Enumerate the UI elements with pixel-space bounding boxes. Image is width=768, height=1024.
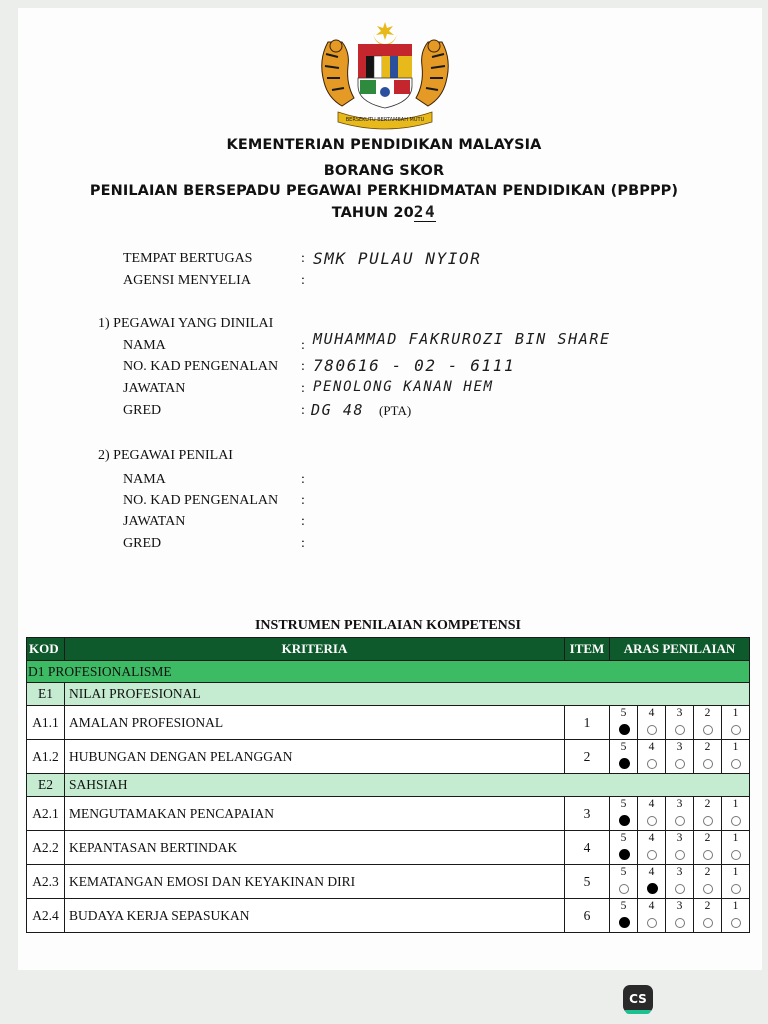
radio-empty[interactable] — [675, 884, 685, 894]
radio-empty[interactable] — [647, 850, 657, 860]
instrument-title: INSTRUMEN PENILAIAN KOMPETENSI — [254, 618, 522, 633]
rating-value: 4 — [648, 866, 655, 878]
domain-label: D1 PROFESIONALISME — [27, 661, 750, 683]
rating-value: 2 — [704, 866, 711, 878]
rating-value: 3 — [676, 866, 683, 878]
agensi-label: AGENSI MENYELIA — [123, 273, 251, 288]
rating-option[interactable] — [610, 797, 637, 830]
rating-option[interactable] — [721, 740, 749, 773]
item-number: 2 — [565, 740, 610, 774]
rating-value: 4 — [648, 707, 655, 719]
rating-value: 1 — [732, 900, 739, 912]
element-name: NILAI PROFESIONAL — [65, 683, 750, 706]
competency-table — [26, 637, 750, 933]
radio-empty[interactable] — [703, 759, 713, 769]
radio-empty[interactable] — [675, 759, 685, 769]
element-row — [27, 774, 750, 797]
item-kod: A1.2 — [27, 740, 65, 774]
rating-value: 5 — [620, 866, 627, 878]
rating-option[interactable] — [693, 899, 721, 932]
section-penilai: 2) PEGAWAI PENILAI — [98, 448, 233, 463]
rating-option[interactable] — [665, 740, 693, 773]
rating-value: 1 — [732, 866, 739, 878]
radio-empty[interactable] — [647, 918, 657, 928]
rating-option[interactable] — [693, 740, 721, 773]
radio-empty[interactable] — [675, 816, 685, 826]
item-kod: A2.4 — [27, 899, 65, 933]
table-row — [27, 831, 750, 865]
rating-value: 5 — [620, 741, 627, 753]
colon: : — [301, 359, 305, 374]
radio-selected[interactable] — [619, 724, 630, 735]
radio-empty[interactable] — [647, 759, 657, 769]
col-kriteria: KRITERIA — [65, 638, 565, 661]
rating-value: 5 — [620, 832, 627, 844]
rating-value: 4 — [648, 741, 655, 753]
rating-option[interactable] — [610, 706, 637, 739]
crest-motto: BERSEKUTU BERTAMBAH MUTU — [345, 117, 425, 123]
rating-option[interactable] — [665, 797, 693, 830]
element-row — [27, 683, 750, 706]
jawatan-label: JAWATAN — [123, 381, 186, 396]
rating-option[interactable] — [665, 706, 693, 739]
aras-cell — [610, 740, 750, 774]
colon: : — [301, 403, 305, 418]
kad-value: 780616 - 02 - 6111 — [313, 356, 516, 375]
rating-group — [610, 899, 749, 932]
radio-empty[interactable] — [731, 759, 741, 769]
rating-value: 5 — [620, 707, 627, 719]
year-handwritten: 24 — [413, 202, 437, 221]
gred-label: GRED — [123, 403, 162, 418]
item-kriteria: MENGUTAMAKAN PENCAPAIAN — [65, 797, 565, 831]
item-kod: A2.1 — [27, 797, 65, 831]
radio-selected[interactable] — [619, 758, 630, 769]
colon: : — [301, 381, 305, 396]
rating-option[interactable] — [693, 831, 721, 864]
form-title: BORANG SKOR — [323, 163, 445, 179]
competency-table-body — [27, 638, 750, 933]
kad-label: NO. KAD PENGENALAN — [123, 359, 279, 374]
item-kriteria: BUDAYA KERJA SEPASUKAN — [65, 899, 565, 933]
rating-value: 3 — [676, 741, 683, 753]
item-kod: A2.2 — [27, 831, 65, 865]
radio-empty[interactable] — [703, 725, 713, 735]
radio-empty[interactable] — [675, 918, 685, 928]
item-kod: A1.1 — [27, 706, 65, 740]
rating-option[interactable] — [637, 797, 665, 830]
table-row — [27, 865, 750, 899]
radio-selected[interactable] — [619, 815, 630, 826]
radio-empty[interactable] — [731, 816, 741, 826]
colon: : — [301, 273, 305, 288]
nama-label: NAMA — [123, 338, 166, 353]
rating-value: 4 — [648, 900, 655, 912]
item-kriteria: AMALAN PROFESIONAL — [65, 706, 565, 740]
gred-value: DG 48 — [311, 401, 365, 419]
element-code: E2 — [27, 774, 65, 797]
radio-empty[interactable] — [731, 725, 741, 735]
rating-group — [610, 740, 749, 773]
item-number: 1 — [565, 706, 610, 740]
rating-option[interactable] — [693, 797, 721, 830]
year-label: TAHUN 20 — [331, 205, 414, 221]
element-name: SAHSIAH — [65, 774, 750, 797]
radio-empty[interactable] — [731, 884, 741, 894]
rating-option[interactable] — [637, 740, 665, 773]
table-row — [27, 797, 750, 831]
rating-value: 2 — [704, 798, 711, 810]
rating-option[interactable] — [721, 831, 749, 864]
rating-option[interactable] — [693, 865, 721, 898]
radio-selected[interactable] — [619, 849, 630, 860]
radio-empty[interactable] — [647, 816, 657, 826]
radio-empty[interactable] — [619, 884, 629, 894]
rating-value: 2 — [704, 900, 711, 912]
rating-option[interactable] — [610, 831, 637, 864]
camscanner-logo: CS — [623, 985, 653, 1013]
radio-empty[interactable] — [647, 725, 657, 735]
rating-group — [610, 706, 749, 739]
penilai-kad-label: NO. KAD PENGENALAN — [123, 493, 279, 508]
colon: : — [301, 472, 305, 487]
colon: : — [301, 251, 305, 266]
rating-option[interactable] — [665, 831, 693, 864]
radio-empty[interactable] — [703, 918, 713, 928]
col-aras: ARAS PENILAIAN — [610, 638, 750, 661]
radio-empty[interactable] — [703, 884, 713, 894]
rating-option[interactable] — [637, 706, 665, 739]
ministry-title: KEMENTERIAN PENDIDIKAN MALAYSIA — [226, 137, 542, 153]
rating-option[interactable] — [721, 797, 749, 830]
item-kod: A2.3 — [27, 865, 65, 899]
rating-value: 4 — [648, 832, 655, 844]
radio-empty[interactable] — [703, 850, 713, 860]
rating-value: 1 — [732, 741, 739, 753]
rating-value: 2 — [704, 707, 711, 719]
rating-option[interactable] — [665, 865, 693, 898]
rating-value: 3 — [676, 707, 683, 719]
rating-option[interactable] — [637, 899, 665, 932]
tempat-value: SMK PULAU NYIOR — [313, 249, 482, 268]
domain-row — [27, 661, 750, 683]
colon: : — [301, 514, 305, 529]
item-number: 6 — [565, 899, 610, 933]
radio-empty[interactable] — [675, 725, 685, 735]
rating-value: 1 — [732, 832, 739, 844]
rating-value: 3 — [676, 832, 683, 844]
aras-cell — [610, 706, 750, 740]
rating-value: 4 — [648, 798, 655, 810]
rating-option[interactable] — [721, 706, 749, 739]
colon: : — [301, 338, 305, 353]
item-kriteria: KEPANTASAN BERTINDAK — [65, 831, 565, 865]
rating-value: 1 — [732, 707, 739, 719]
table-row — [27, 899, 750, 933]
nama-value: MUHAMMAD FAKRUROZI BIN SHARE — [313, 330, 611, 348]
penilai-jawatan-label: JAWATAN — [123, 514, 186, 529]
rating-value: 3 — [676, 900, 683, 912]
rating-option[interactable] — [637, 831, 665, 864]
radio-empty[interactable] — [703, 816, 713, 826]
radio-selected[interactable] — [619, 917, 630, 928]
item-kriteria: HUBUNGAN DENGAN PELANGGAN — [65, 740, 565, 774]
year-line — [0, 202, 768, 221]
rating-group — [610, 831, 749, 864]
aras-cell — [610, 797, 750, 831]
penilai-gred-label: GRED — [123, 536, 162, 551]
rating-value: 5 — [620, 798, 627, 810]
col-kod: KOD — [27, 638, 65, 661]
rating-option[interactable] — [721, 899, 749, 932]
rating-value: 5 — [620, 900, 627, 912]
malaysia-coat-of-arms — [310, 20, 460, 130]
assessment-title: PENILAIAN BERSEPADU PEGAWAI PERKHIDMATAN PENDIDIKAN (PBPPP) — [89, 183, 679, 199]
rating-group — [610, 797, 749, 830]
rating-value: 2 — [704, 741, 711, 753]
radio-empty[interactable] — [731, 850, 741, 860]
rating-option[interactable] — [610, 740, 637, 773]
table-row — [27, 740, 750, 774]
item-kriteria: KEMATANGAN EMOSI DAN KEYAKINAN DIRI — [65, 865, 565, 899]
aras-cell — [610, 831, 750, 865]
item-number: 4 — [565, 831, 610, 865]
jawatan-value: PENOLONG KANAN HEM — [313, 379, 494, 395]
rating-value: 1 — [732, 798, 739, 810]
rating-option[interactable] — [665, 899, 693, 932]
radio-empty[interactable] — [731, 918, 741, 928]
aras-cell — [610, 865, 750, 899]
table-header-row — [27, 638, 750, 661]
penilai-nama-label: NAMA — [123, 472, 166, 487]
rating-option[interactable] — [637, 865, 665, 898]
rating-option[interactable] — [610, 865, 637, 898]
gred-note: (PTA) — [379, 403, 412, 418]
radio-selected[interactable] — [647, 883, 658, 894]
item-number: 5 — [565, 865, 610, 899]
rating-value: 2 — [704, 832, 711, 844]
table-row — [27, 706, 750, 740]
aras-cell — [610, 899, 750, 933]
item-number: 3 — [565, 797, 610, 831]
section-dinilai: 1) PEGAWAI YANG DINILAI — [98, 316, 274, 331]
col-item: ITEM — [565, 638, 610, 661]
radio-empty[interactable] — [675, 850, 685, 860]
colon: : — [301, 536, 305, 551]
rating-group — [610, 865, 749, 898]
tempat-label: TEMPAT BERTUGAS — [123, 251, 253, 266]
rating-option[interactable] — [610, 899, 637, 932]
rating-value: 3 — [676, 798, 683, 810]
rating-option[interactable] — [693, 706, 721, 739]
rating-option[interactable] — [721, 865, 749, 898]
element-code: E1 — [27, 683, 65, 706]
colon: : — [301, 493, 305, 508]
